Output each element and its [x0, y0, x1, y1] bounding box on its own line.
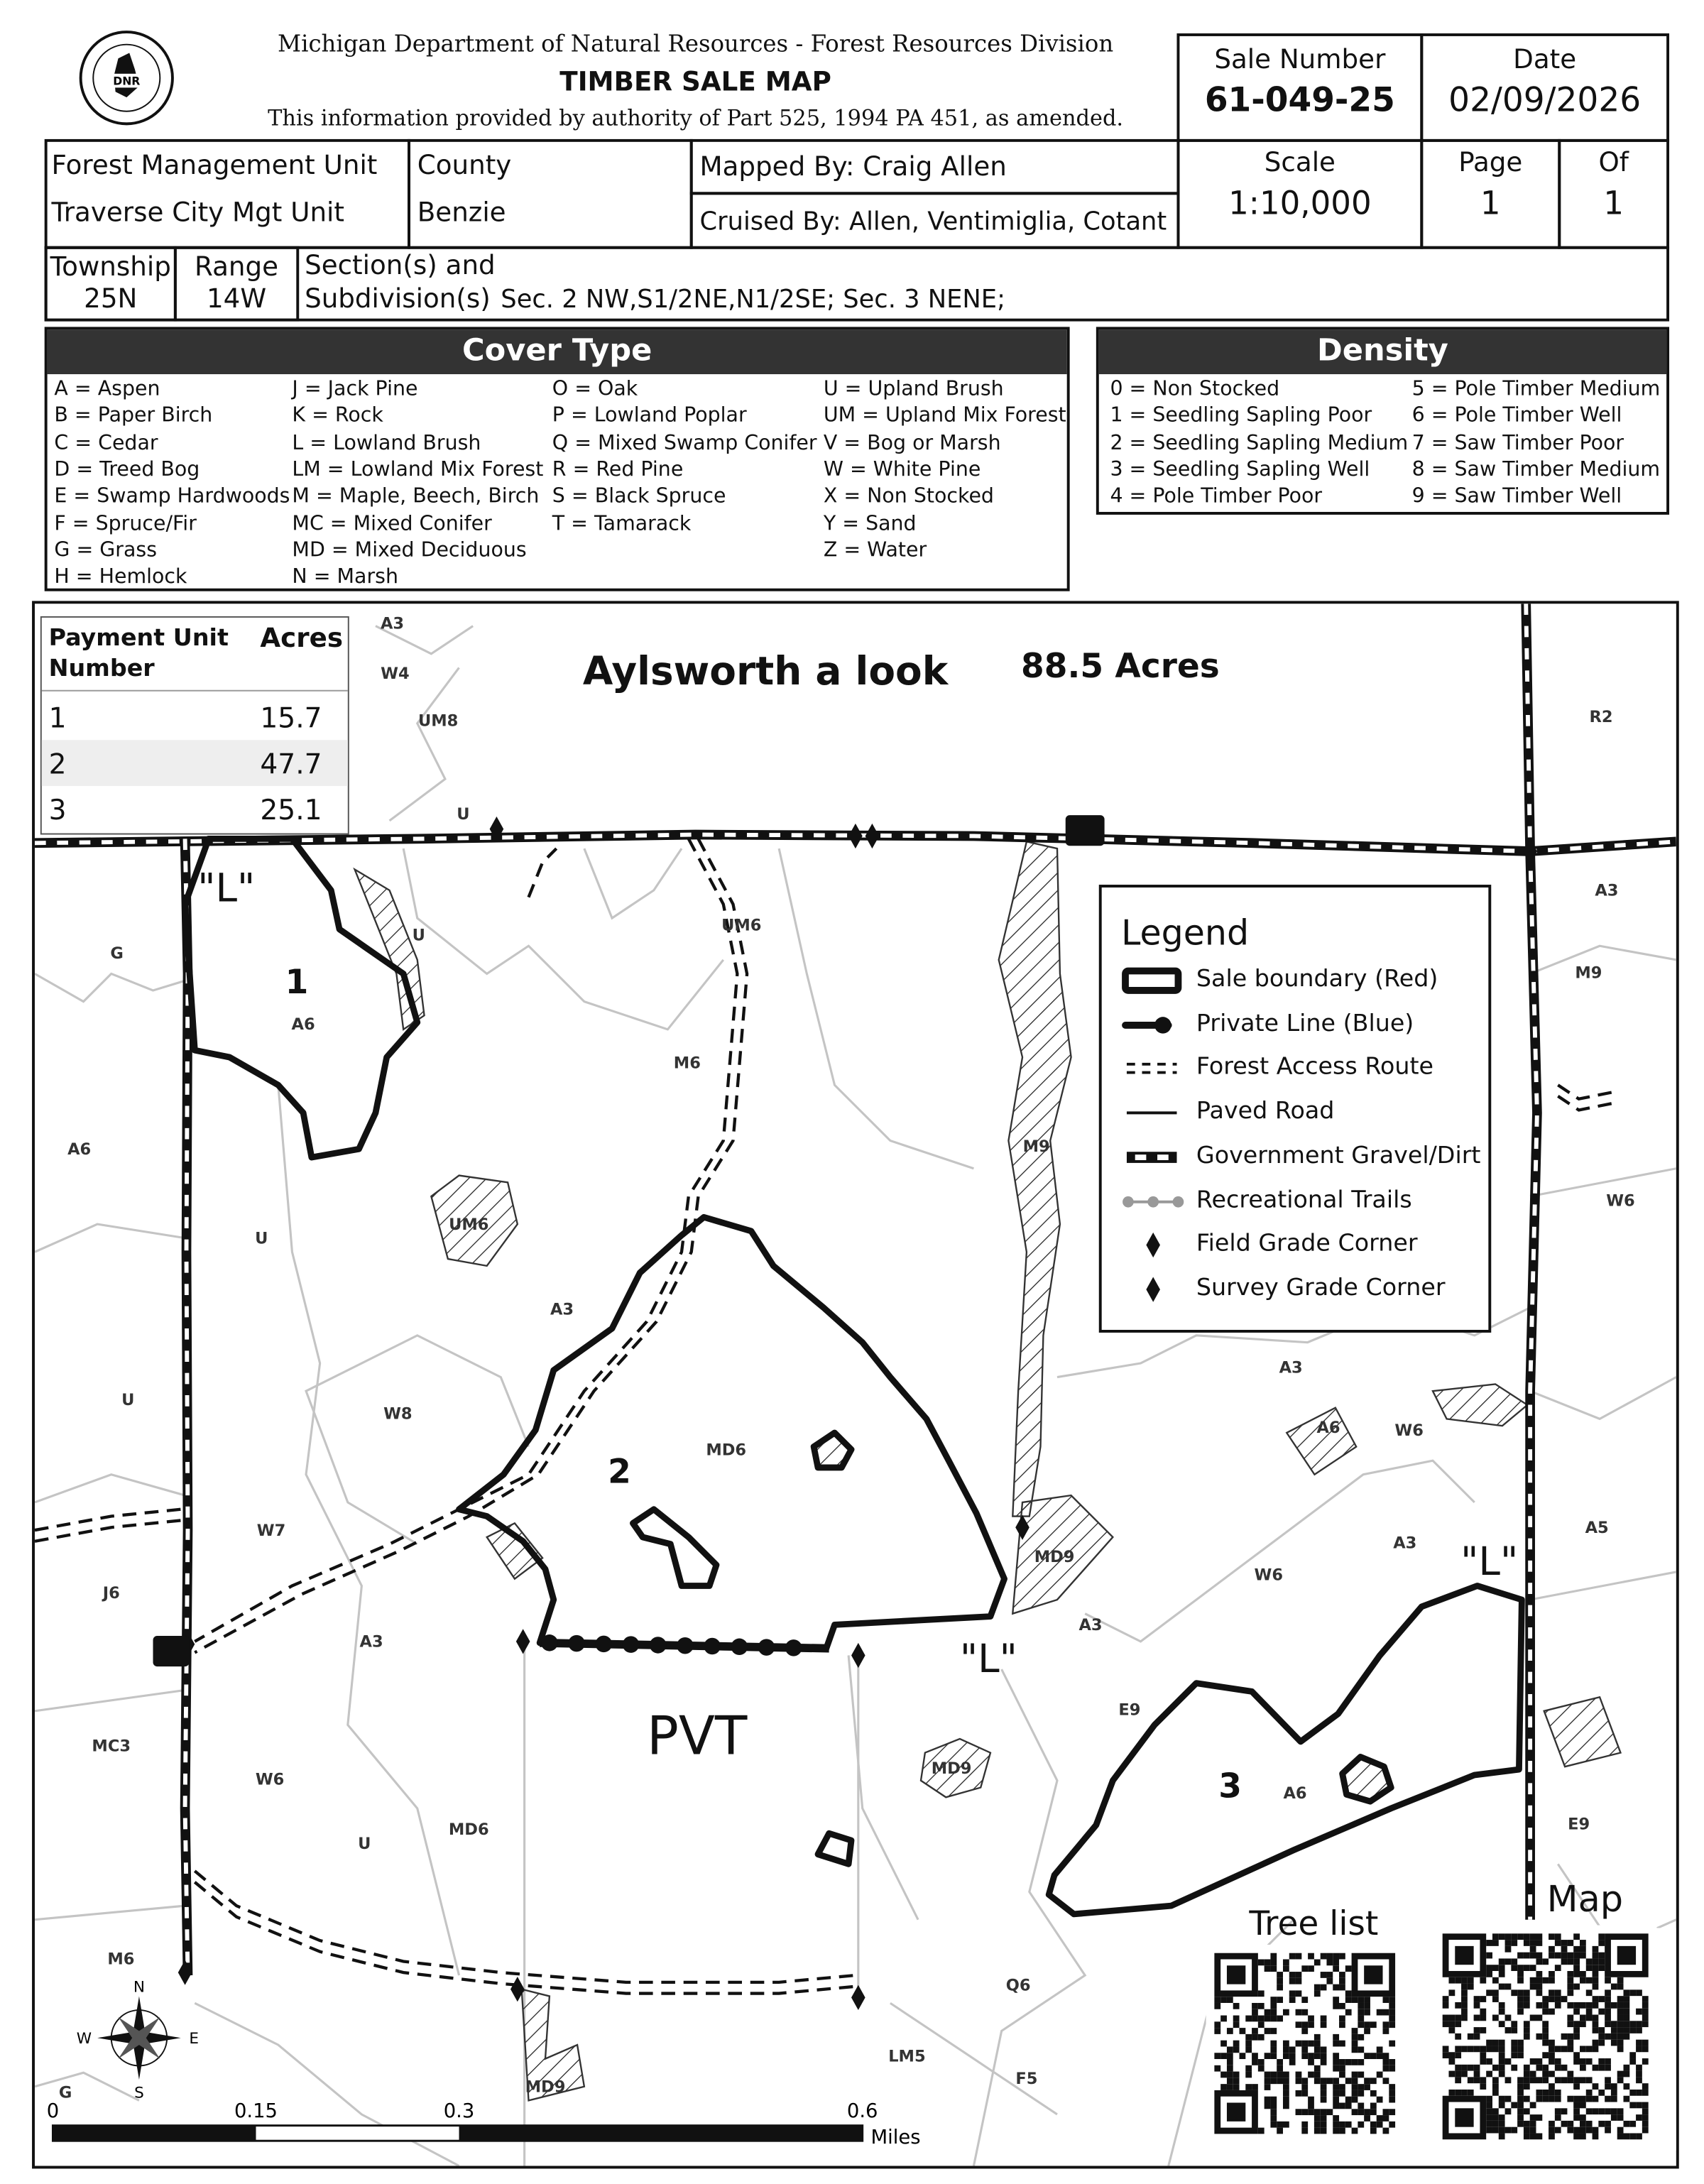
density-entry: 8 = Saw Timber Medium: [1411, 459, 1661, 481]
private-line-node: [650, 1637, 667, 1654]
unit-acres: 47.7: [260, 747, 322, 781]
map-canvas[interactable]: [35, 604, 1676, 2166]
scale-tick-0: 0: [46, 2100, 60, 2122]
stand-label: MD9: [525, 2077, 566, 2097]
stand-label: U: [121, 1390, 135, 1409]
scale-label: Scale: [1264, 147, 1336, 178]
density-entry: 3 = Seedling Sapling Well: [1110, 459, 1370, 481]
unit-number: 2: [48, 747, 67, 781]
sections-value: Sec. 2 NW,S1/2NE,N1/2SE; Sec. 3 NENE;: [501, 285, 1005, 315]
of-value: 1: [1603, 186, 1624, 223]
grade-corner-marker: [516, 1629, 530, 1654]
line-label-3: "L": [1460, 1538, 1519, 1585]
stand-label: A6: [291, 1015, 315, 1034]
legend-label: Recreational Trails: [1196, 1186, 1412, 1214]
parking-icons: [153, 815, 1105, 1666]
stand-label: U: [457, 804, 470, 824]
stand-label: A3: [1078, 1616, 1103, 1635]
legend-item-sale-boundary: [1121, 966, 1482, 996]
range-cell: [174, 246, 299, 322]
payment-unit-table: [40, 616, 349, 835]
cover-type-entry: S = Black Spruce: [552, 486, 726, 508]
dnr-logo: [77, 28, 177, 128]
stand-label: MD6: [706, 1441, 747, 1460]
legend-title: Legend: [1121, 912, 1250, 954]
qr-codes[interactable]: [1206, 1926, 1676, 2151]
stand-label: UM8: [417, 711, 459, 731]
stand-label: U: [412, 926, 425, 945]
grade-corner-marker: [851, 1643, 865, 1668]
cover-type-entry: V = Bog or Marsh: [823, 432, 1001, 454]
survey-grade-corner-icon: [1121, 1275, 1185, 1309]
private-line-node: [731, 1639, 748, 1656]
stand-label: R2: [1589, 707, 1613, 726]
stand-label: A5: [1585, 1519, 1609, 1538]
date-cell: [1420, 33, 1669, 142]
unit-number: 3: [48, 792, 67, 826]
stand-label: LM5: [888, 2047, 926, 2066]
legend-label: Sale boundary (Red): [1196, 965, 1438, 993]
stand-label: A3: [359, 1632, 383, 1651]
stand-label: G: [110, 944, 124, 963]
private-line-icon: [1121, 1011, 1185, 1044]
legend-label: Private Line (Blue): [1196, 1009, 1414, 1037]
mapped-by-cell: [690, 139, 1180, 195]
page-title: TIMBER SALE MAP: [559, 67, 831, 98]
sale-number: 61-049-25: [1204, 80, 1395, 120]
compass-n: N: [133, 1978, 145, 1997]
stand-label: Q6: [1005, 1976, 1031, 1995]
qr-code-tree-list[interactable]: [1206, 1945, 1404, 2142]
unit-label-2: 2: [608, 1452, 631, 1492]
cover-type-entry: Z = Water: [823, 539, 927, 562]
legend-item-recreational-trails: [1121, 1186, 1482, 1216]
stand-label: W6: [1606, 1191, 1635, 1211]
fmu-value: Traverse City Mgt Unit: [51, 197, 344, 229]
grade-corner-marker: [865, 824, 880, 848]
private-line-node: [785, 1639, 802, 1656]
cover-type-entry: F = Spruce/Fir: [54, 512, 197, 535]
unit-acres: 25.1: [260, 792, 322, 826]
sections-label: Section(s) and: [305, 250, 496, 281]
of-cell: [1558, 139, 1669, 249]
private-line-node: [623, 1636, 640, 1653]
unit-label-1: 1: [285, 962, 309, 1002]
cover-type-entry: Q = Mixed Swamp Conifer: [552, 432, 817, 454]
stand-label: A3: [1393, 1534, 1417, 1553]
legend-item-survey-grade-corner: [1121, 1274, 1482, 1304]
range-label: Range: [195, 251, 279, 283]
cover-type-entry: E = Swamp Hardwoods: [54, 486, 290, 508]
legend-label: Forest Access Route: [1196, 1053, 1434, 1082]
stand-label: W4: [381, 665, 410, 684]
county-label: County: [417, 150, 512, 181]
cruised-by: Cruised By: Allen, Ventimiglia, Cotant: [699, 207, 1167, 237]
density-key: [1096, 327, 1669, 514]
agency-name: Michigan Department of Natural Resources - Forest Resources Division: [278, 31, 1114, 58]
compass-rose: [77, 1979, 199, 2102]
scale-unit: Miles: [870, 2126, 921, 2149]
of-label: Of: [1598, 147, 1629, 178]
cover-type-entry: U = Upland Brush: [823, 378, 1004, 401]
line-label-1: "L": [197, 865, 256, 912]
legend-item-private-line: [1121, 1010, 1482, 1040]
stand-label: G: [58, 2083, 72, 2102]
cover-type-entry: LM = Lowland Mix Forest: [292, 459, 544, 481]
cover-type-entry: H = Hemlock: [54, 566, 187, 589]
payment-unit-row: [42, 786, 348, 832]
density-entry: 5 = Pole Timber Medium: [1411, 378, 1661, 401]
sale-boundary-icon: [1121, 967, 1185, 1000]
mapped-by: Mapped By: Craig Allen: [699, 151, 1007, 182]
scale-tick-0-6: 0.6: [846, 2100, 878, 2122]
stand-label: MD9: [1034, 1548, 1075, 1567]
sale-number-cell: [1176, 33, 1423, 142]
cover-type-entry: L = Lowland Brush: [292, 432, 481, 454]
density-entry: 0 = Non Stocked: [1110, 378, 1280, 401]
stand-label: U: [255, 1229, 268, 1248]
cover-type-entry: T = Tamarack: [552, 512, 692, 535]
township-label: Township: [50, 251, 171, 283]
payment-unit-row: [42, 694, 348, 741]
stand-label: MD6: [448, 1820, 489, 1840]
stand-label: M9: [1022, 1137, 1050, 1157]
private-line-node: [596, 1636, 613, 1653]
header-payment-unit: Payment Unit: [48, 624, 229, 653]
legend-label: Survey Grade Corner: [1196, 1274, 1446, 1302]
unit-3-boundary: [1049, 1585, 1522, 1913]
private-line-node: [758, 1639, 775, 1656]
sale-number-label: Sale Number: [1214, 44, 1386, 75]
paved-road-icon: [1121, 1099, 1185, 1132]
compass-w: W: [76, 2030, 92, 2048]
density-entry: 1 = Seedling Sapling Poor: [1110, 405, 1372, 428]
cover-type-key: [45, 327, 1070, 591]
cover-type-entry: MD = Mixed Deciduous: [292, 539, 527, 562]
cover-type-entry: R = Red Pine: [552, 459, 684, 481]
county-value: Benzie: [417, 197, 506, 229]
legend-label: Government Gravel/Dirt: [1196, 1142, 1481, 1170]
legend-item-forest-access-route: [1121, 1054, 1482, 1084]
private-line-node: [541, 1634, 558, 1651]
cover-type-entry: X = Non Stocked: [823, 486, 994, 508]
stand-label: A3: [550, 1300, 574, 1319]
scale-cell: [1176, 139, 1423, 249]
page-label: Page: [1458, 147, 1523, 178]
cover-type-entry: W = White Pine: [823, 459, 981, 481]
stand-label: MC3: [92, 1737, 131, 1756]
cover-type-entry: O = Oak: [552, 378, 638, 401]
density-title: Density: [1099, 329, 1666, 374]
legend-item-paved-road: [1121, 1098, 1482, 1128]
payment-unit-header: [49, 623, 229, 684]
stand-label: A6: [1316, 1418, 1340, 1437]
cruised-by-cell: [690, 192, 1180, 249]
scale-bar: [47, 2100, 921, 2148]
range-value: 14W: [206, 283, 267, 315]
map-legend: [1099, 885, 1491, 1333]
stand-label: A3: [380, 614, 405, 633]
stand-label: UM6: [449, 1215, 489, 1234]
page-value: 1: [1480, 186, 1501, 223]
page-cell: [1420, 139, 1561, 249]
fmu-label: Forest Management Unit: [51, 150, 378, 181]
svg-text:DNR: DNR: [113, 74, 141, 88]
cover-type-entry: K = Rock: [292, 405, 383, 428]
cover-type-entry: UM = Upland Mix Forest: [823, 405, 1066, 428]
cover-type-entry: N = Marsh: [292, 566, 398, 589]
field-grade-corner-icon: [1121, 1231, 1185, 1265]
island: [633, 1509, 716, 1586]
cover-type-entry: A = Aspen: [54, 378, 160, 401]
stand-label: A6: [1283, 1784, 1307, 1803]
legend-item-government-gravel-dirt: [1121, 1142, 1482, 1172]
cover-type-entry: B = Paper Birch: [54, 405, 213, 428]
cover-type-entry: D = Treed Bog: [54, 459, 200, 481]
qr-code-map[interactable]: [1434, 1926, 1656, 2148]
density-entry: 7 = Saw Timber Poor: [1411, 432, 1624, 454]
unit-number: 1: [48, 701, 67, 735]
date-label: Date: [1513, 44, 1577, 75]
township-value: 25N: [84, 283, 138, 315]
forest-access-route-icon: [1121, 1055, 1185, 1088]
density-entry: 9 = Saw Timber Well: [1411, 486, 1622, 508]
stand-label: W6: [1394, 1421, 1424, 1440]
stand-label: M9: [1575, 963, 1602, 983]
stand-label: A3: [1595, 881, 1619, 900]
legend-item-field-grade-corner: [1121, 1230, 1482, 1260]
qr-map-label: Map: [1546, 1879, 1624, 1921]
legend-label: Paved Road: [1196, 1097, 1335, 1126]
cover-type-entry: M = Maple, Beech, Birch: [292, 486, 540, 508]
header-number: Number: [48, 655, 155, 683]
government-gravel-dirt-icon: [1121, 1143, 1185, 1176]
stand-label: F5: [1015, 2069, 1038, 2088]
qr-tree-list-label: Tree list: [1249, 1904, 1379, 1944]
private-line-node: [677, 1637, 694, 1654]
unit-acres: 15.7: [260, 701, 322, 735]
scale-value: 1:10,000: [1228, 186, 1372, 223]
cover-type-title: Cover Type: [48, 329, 1067, 374]
private-line-node: [704, 1638, 721, 1655]
stand-label: M6: [673, 1054, 701, 1073]
township-cell: [45, 246, 177, 322]
stand-label: UM6: [721, 916, 762, 935]
unit-2-boundary: [459, 1217, 1005, 1648]
private-line-node: [568, 1635, 585, 1652]
stand-label: U: [358, 1834, 371, 1853]
recreational-trails-icon: [1121, 1187, 1185, 1221]
subdivisions-label: Subdivision(s): [305, 283, 491, 315]
total-acres: 88.5 Acres: [1021, 647, 1220, 686]
line-label-2: "L": [959, 1636, 1017, 1682]
island: [814, 1433, 851, 1468]
legend-label: Field Grade Corner: [1196, 1230, 1418, 1258]
island: [1343, 1757, 1392, 1801]
sale-name: Aylsworth a look: [582, 648, 949, 694]
private-land-label: PVT: [647, 1705, 748, 1767]
scale-tick-0-15: 0.15: [234, 2100, 278, 2122]
stand-label: MD9: [931, 1759, 972, 1778]
stand-label: W6: [1254, 1566, 1284, 1585]
cover-type-entry: J = Jack Pine: [292, 378, 418, 401]
unit-label-3: 3: [1218, 1767, 1242, 1806]
compass-e: E: [189, 2030, 200, 2048]
date-value: 02/09/2026: [1448, 80, 1642, 120]
stand-label: W7: [256, 1521, 286, 1540]
density-entry: 4 = Pole Timber Poor: [1110, 486, 1323, 508]
stand-label: W6: [255, 1770, 285, 1789]
county-cell: [408, 139, 693, 249]
scale-tick-0-3: 0.3: [443, 2100, 475, 2122]
authority-text: This information provided by authority of Part 525, 1994 PA 451, as amended.: [268, 105, 1124, 131]
stand-label: A6: [67, 1140, 92, 1159]
grade-corner-marker: [848, 824, 863, 848]
cover-type-entry: Y = Sand: [823, 512, 917, 535]
fmu-cell: [45, 139, 410, 249]
stand-label: E9: [1568, 1815, 1590, 1834]
cover-type-entry: MC = Mixed Conifer: [292, 512, 492, 535]
stand-label: E9: [1118, 1700, 1141, 1720]
stand-label: M6: [107, 1950, 135, 1969]
header-acres: Acres: [260, 623, 344, 654]
stand-label: A3: [1279, 1358, 1303, 1377]
cover-type-entry: C = Cedar: [54, 432, 158, 454]
density-entry: 2 = Seedling Sapling Medium: [1110, 432, 1409, 454]
stand-label: W8: [383, 1404, 413, 1424]
cover-type-entry: P = Lowland Poplar: [552, 405, 747, 428]
compass-s: S: [134, 2084, 144, 2102]
grade-corner-marker: [851, 1985, 865, 2010]
payment-unit-row: [42, 740, 348, 786]
map-frame[interactable]: [32, 601, 1679, 2168]
cover-type-entry: G = Grass: [54, 539, 157, 562]
density-entry: 6 = Pole Timber Well: [1411, 405, 1622, 428]
stand-label: J6: [102, 1584, 120, 1603]
